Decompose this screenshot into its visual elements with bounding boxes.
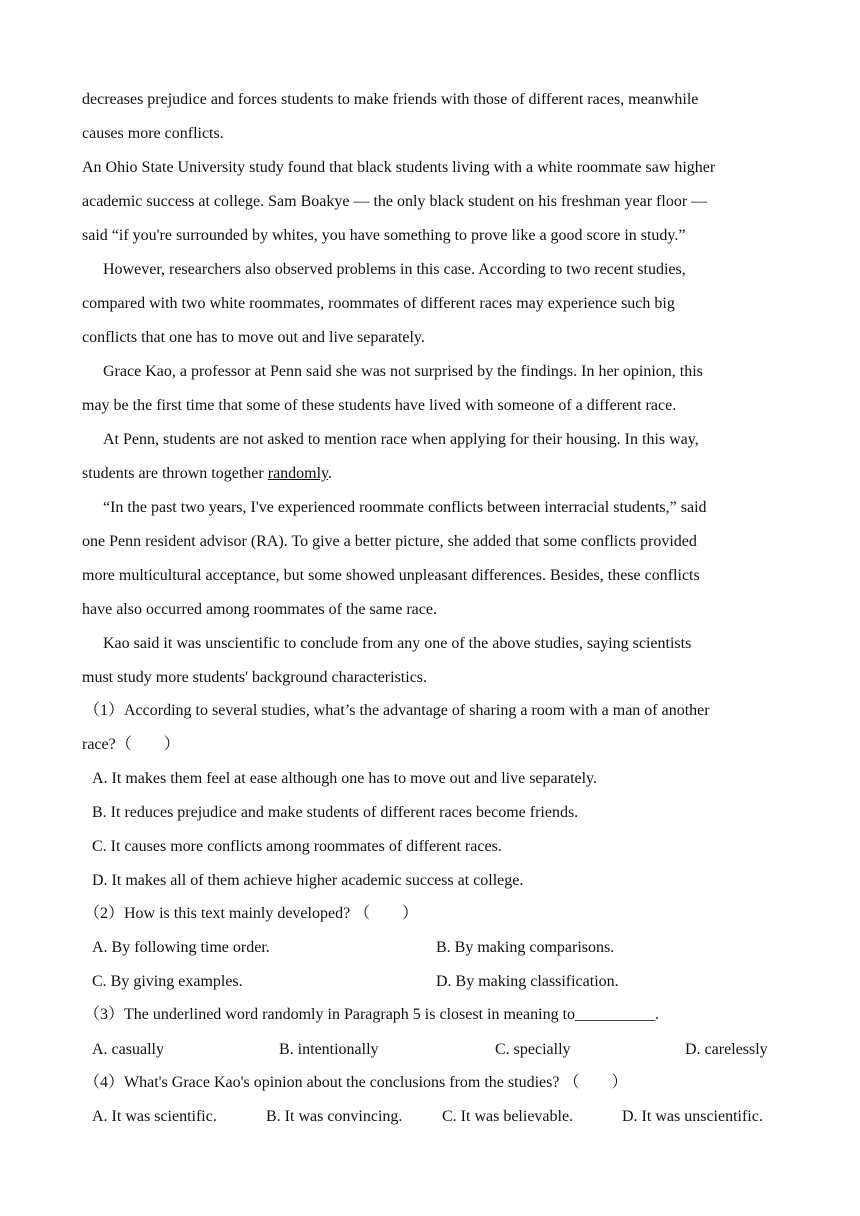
answer-option[interactable]: A. casually xyxy=(92,1041,164,1058)
passage-line: At Penn, students are not asked to mention race when applying for their housing. In this way, xyxy=(103,431,699,448)
question-stem: （2）How is this text mainly developed? （ ） xyxy=(84,905,419,922)
passage-line: “In the past two years, I've experienced roommate conflicts between interracial students,” said xyxy=(103,499,707,516)
answer-option[interactable]: D. It was unscientific. xyxy=(622,1108,763,1125)
passage-line: academic success at college. Sam Boakye — the only black student on his freshman year floor — xyxy=(82,193,708,210)
passage-line: compared with two white roommates, roommates of different races may experience such big xyxy=(82,295,675,312)
answer-option[interactable]: C. It was believable. xyxy=(442,1108,574,1125)
answer-option[interactable]: C. specially xyxy=(495,1041,571,1058)
passage-line: more multicultural acceptance, but some showed unpleasant differences. Besides, these conflicts xyxy=(82,567,700,584)
answer-option[interactable]: B. It was convincing. xyxy=(266,1108,403,1125)
answer-option[interactable]: D. carelessly xyxy=(685,1041,768,1058)
answer-option[interactable]: A. It was scientific. xyxy=(92,1108,217,1125)
passage-line: said “if you're surrounded by whites, you have something to prove like a good score in study.” xyxy=(82,227,686,244)
passage-line: decreases prejudice and forces students to make friends with those of different races, meanwhile xyxy=(82,91,699,108)
answer-option[interactable]: B. It reduces prejudice and make students of different races become friends. xyxy=(92,804,579,821)
passage-line: may be the first time that some of these students have lived with someone of a different race. xyxy=(82,397,677,414)
answer-option[interactable]: B. By making comparisons. xyxy=(436,939,615,956)
answer-option[interactable]: B. intentionally xyxy=(279,1041,379,1058)
underlined-word: randomly xyxy=(267,465,329,482)
passage-line xyxy=(82,464,332,484)
answer-option[interactable]: A. By following time order. xyxy=(92,939,270,956)
passage-line: However, researchers also observed problems in this case. According to two recent studies, xyxy=(103,261,686,278)
passage-line: causes more conflicts. xyxy=(82,125,224,142)
passage-text: . xyxy=(328,465,333,482)
passage-line: conflicts that one has to move out and live separately. xyxy=(82,329,425,346)
answer-option[interactable]: C. It causes more conflicts among roommates of different races. xyxy=(92,838,502,855)
passage-line: Kao said it was unscientific to conclude from any one of the above studies, saying scientists xyxy=(103,635,692,652)
answer-option[interactable]: C. By giving examples. xyxy=(92,973,243,990)
answer-option[interactable]: D. It makes all of them achieve higher academic success at college. xyxy=(92,872,524,889)
passage-line: one Penn resident advisor (RA). To give a better picture, she added that some conflicts provided xyxy=(82,533,697,550)
question-stem: （4）What's Grace Kao's opinion about the conclusions from the studies? （ ） xyxy=(84,1074,628,1091)
passage-line: Grace Kao, a professor at Penn said she was not surprised by the findings. In her opinion, this xyxy=(103,363,703,380)
question-stem: （1）According to several studies, what’s the advantage of sharing a room with a man of another xyxy=(84,702,710,719)
passage-line: must study more students' background characteristics. xyxy=(82,669,428,686)
question-stem: race?（ ） xyxy=(82,736,180,753)
answer-option[interactable]: A. It makes them feel at ease although one has to move out and live separately. xyxy=(92,770,598,787)
passage-text: students are thrown together xyxy=(82,465,268,482)
question-stem: （3）The underlined word randomly in Paragraph 5 is closest in meaning to__________. xyxy=(84,1006,660,1023)
passage-line: have also occurred among roommates of the same race. xyxy=(82,601,437,618)
passage-line: An Ohio State University study found that black students living with a white roommate saw higher xyxy=(82,159,716,176)
answer-option[interactable]: D. By making classification. xyxy=(436,973,619,990)
